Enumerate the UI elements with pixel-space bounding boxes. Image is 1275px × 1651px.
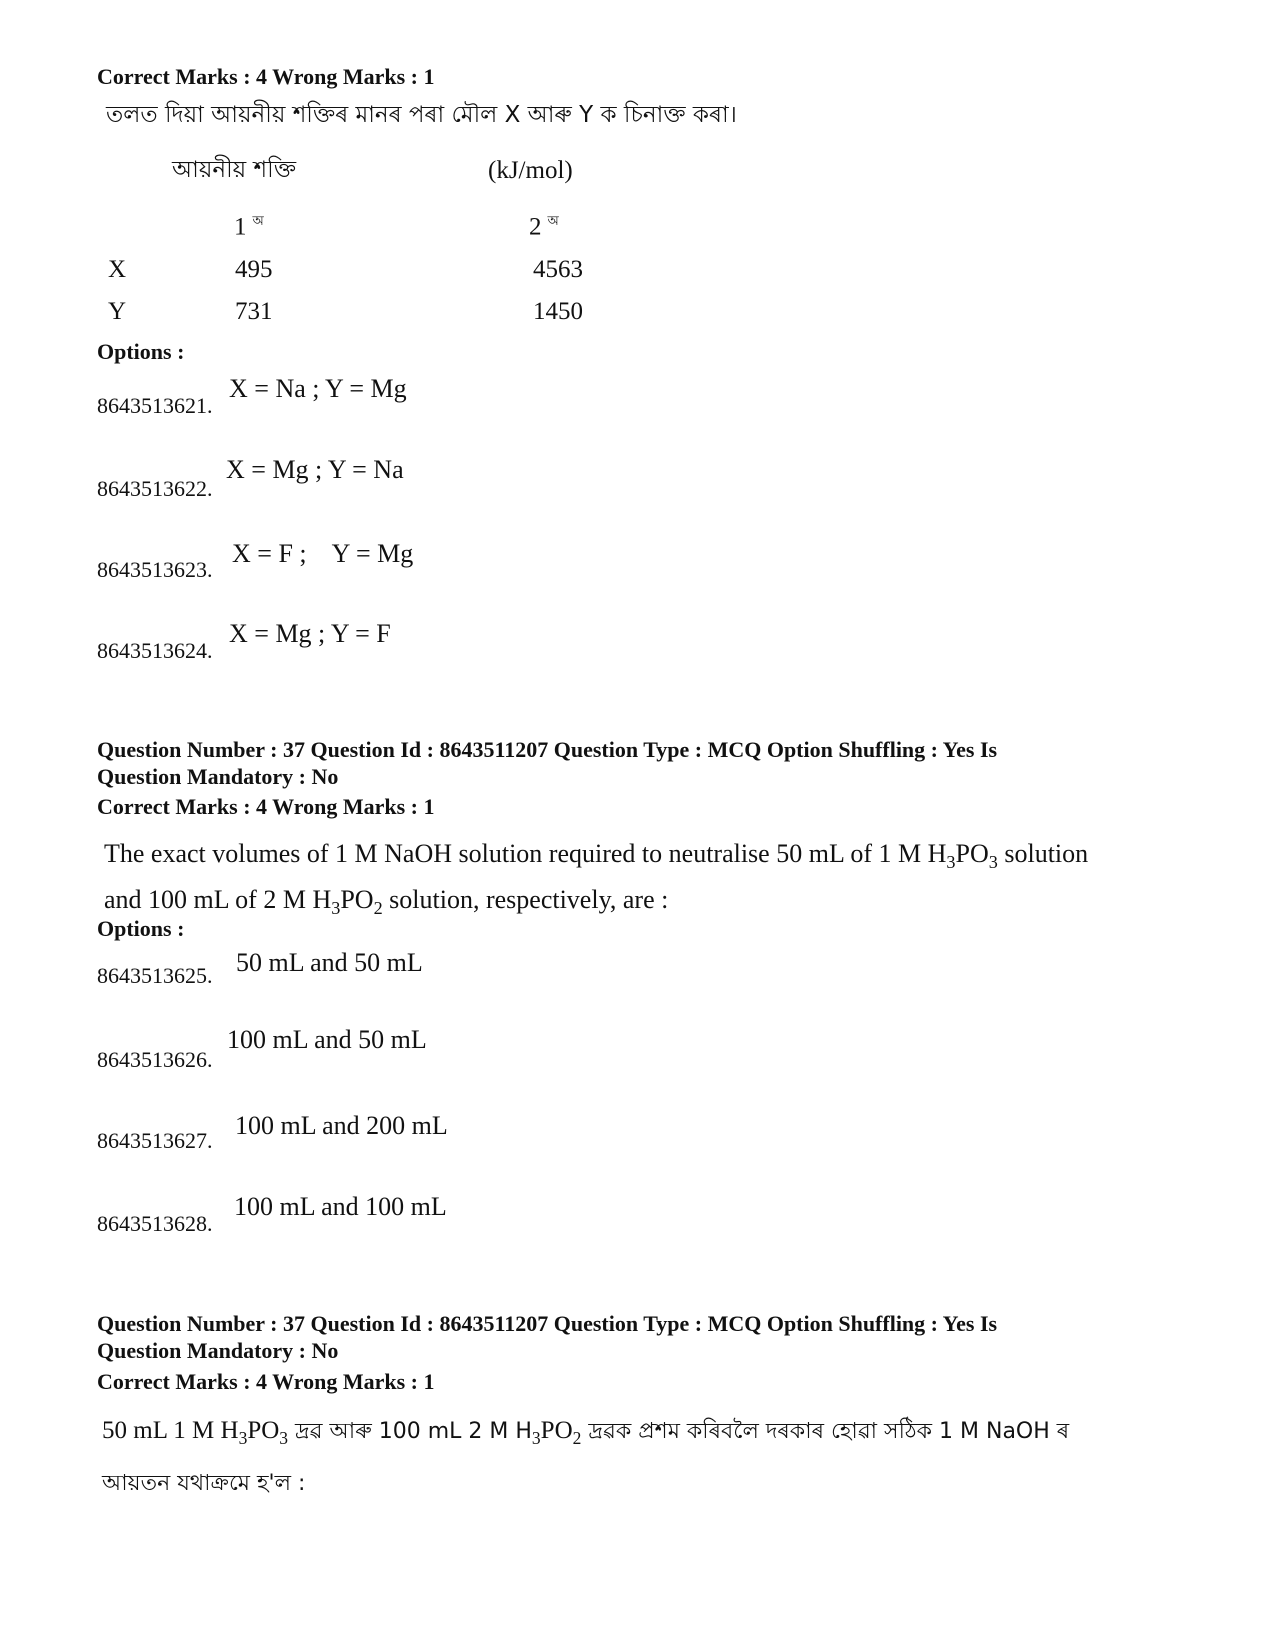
option-text: X = Mg ; Y = F — [229, 619, 391, 648]
table-cell: 1450 — [533, 298, 583, 325]
table-cell: 495 — [235, 256, 273, 283]
option-id: 8643513624. — [97, 638, 213, 663]
option-text: X = Na ; Y = Mg — [229, 374, 407, 403]
question-header: Question Number : 37 Question Id : 8643511207 Question Type : MCQ Option Shuffling : Yes Is Question Mandatory : No — [97, 1311, 998, 1363]
table-row-label: Y — [108, 298, 127, 325]
option-text: 100 mL and 50 mL — [227, 1025, 427, 1054]
marks-line: Correct Marks : 4 Wrong Marks : 1 — [97, 64, 435, 89]
table-cell: 4563 — [533, 256, 583, 283]
question-text: তলত দিয়া আয়নীয় শক্তিৰ মানৰ পৰা মৌল X আৰু Y ক চিনাক্ত কৰা। — [106, 102, 737, 128]
option-id: 8643513621. — [97, 393, 213, 418]
option-text: 100 mL and 100 mL — [234, 1192, 447, 1221]
option-id: 8643513623. — [97, 557, 213, 582]
option-id: 8643513626. — [97, 1047, 213, 1072]
table-col-first: 1 $^অ$ — [234, 213, 264, 241]
table-header-ionization-energy: আয়নীয় শক্তি — [172, 157, 297, 183]
table-row-label: X — [108, 256, 127, 283]
question-text: The exact volumes of 1 M NaOH solution required to neutralise 50 mL of 1 M $H_3PO_3$ solution and 100 mL of 2 M $H_3PO_2$ solution, respectively, are : — [104, 839, 1089, 919]
option-id: 8643513627. — [97, 1128, 213, 1153]
question-header: Question Number : 37 Question Id : 8643511207 Question Type : MCQ Option Shuffling : Yes Is Question Mandatory : No — [97, 737, 998, 789]
table-cell: 731 — [235, 298, 273, 325]
option-text: X = F ; Y = Mg — [232, 539, 414, 568]
table-header-unit: (kJ/mol) — [488, 157, 573, 184]
marks-line: Correct Marks : 4 Wrong Marks : 1 — [97, 794, 435, 819]
marks-line: Correct Marks : 4 Wrong Marks : 1 — [97, 1369, 435, 1394]
options-label: Options : — [97, 339, 185, 364]
option-text: 50 mL and 50 mL — [236, 948, 423, 977]
options-label: Options : — [97, 916, 185, 941]
option-id: 8643513628. — [97, 1211, 213, 1236]
option-id: 8643513625. — [97, 963, 213, 988]
option-text: 100 mL and 200 mL — [235, 1111, 448, 1140]
option-id: 8643513622. — [97, 476, 213, 501]
table-col-second: 2 $^অ$ — [529, 213, 559, 241]
question-text: 50 mL 1 M $H_3PO_3$ দ্ৰৱ আৰু 100 mL 2 M $H_3PO_2$ দ্ৰৱক প্ৰশম কৰিবলৈ দৰকাৰ হোৱা সঠিক 1 M NaOH ৰ আয়তন যথাক্ৰমে হ'ল : — [102, 1417, 1070, 1496]
option-text: X = Mg ; Y = Na — [226, 455, 404, 484]
